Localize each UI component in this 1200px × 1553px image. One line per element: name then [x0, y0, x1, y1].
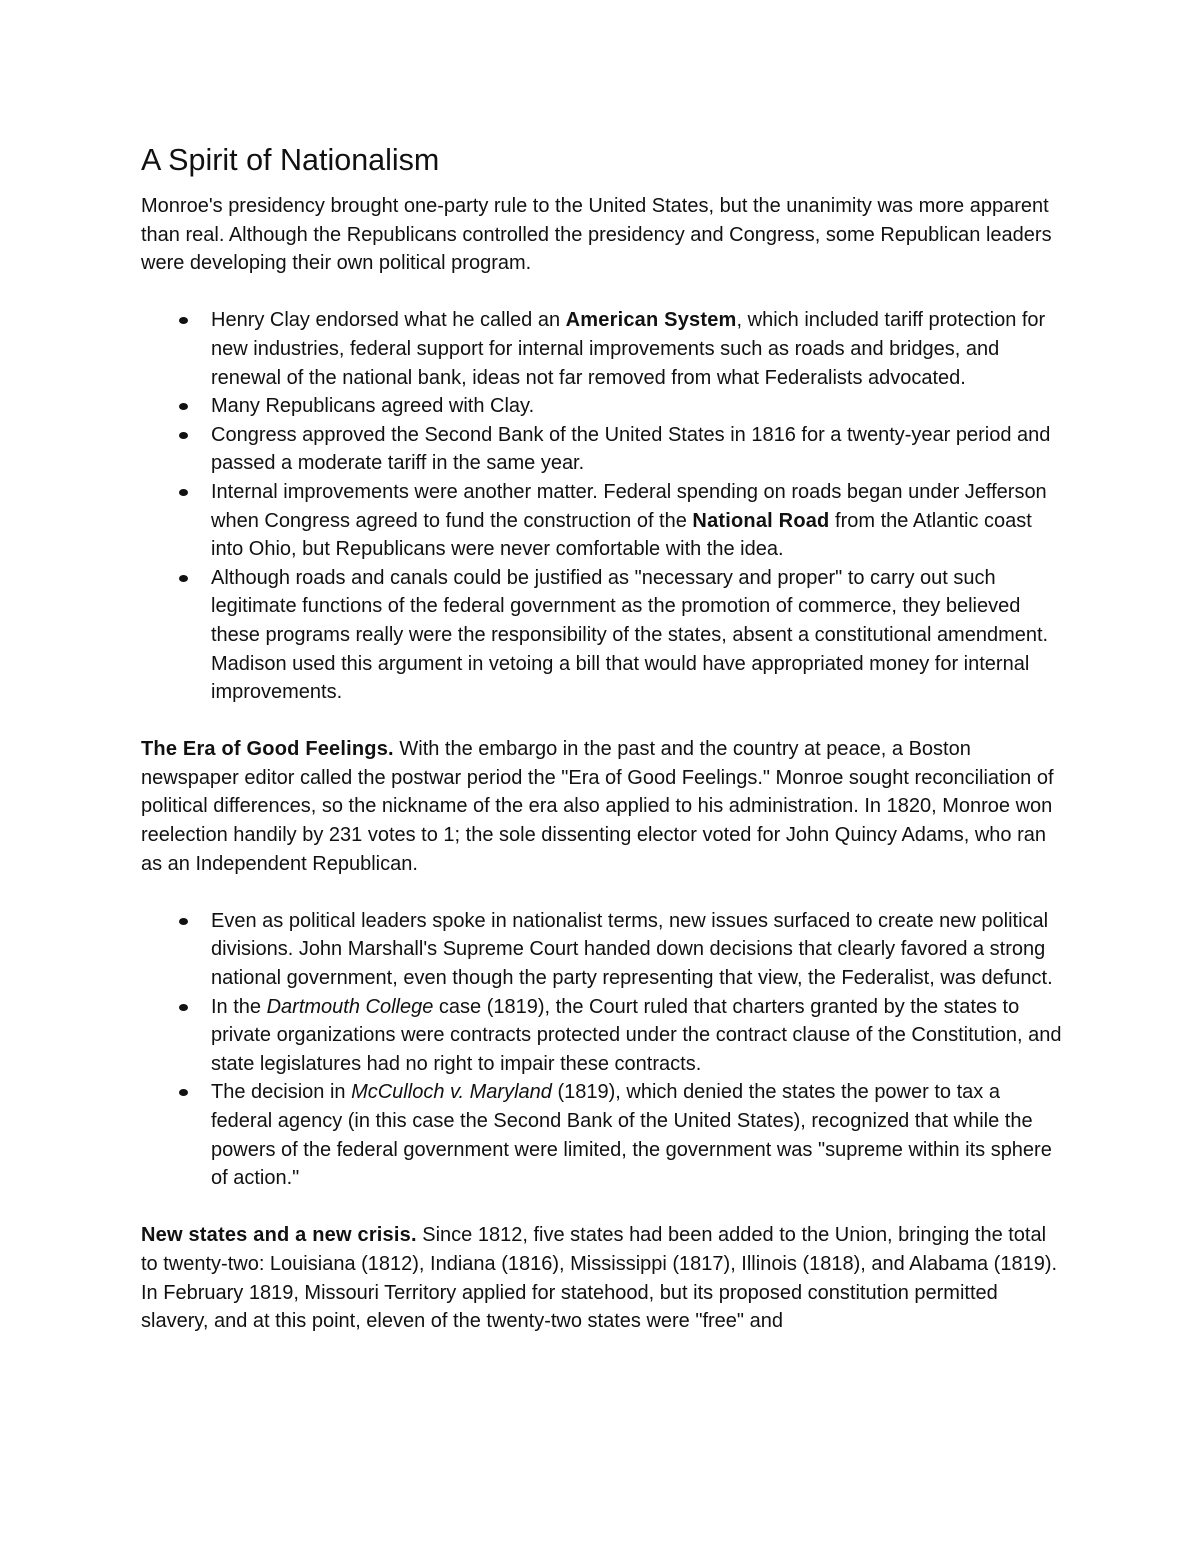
intro-paragraph: Monroe's presidency brought one-party rule to the United States, but the unanimity was more apparent than real. Although the Republicans controlled the presidency and Congress, some Republican leaders were developing their own political program.	[141, 195, 1052, 275]
list-item-text: Many Republicans agreed with Clay.	[211, 395, 535, 418]
list-item-text: case (1819), the Court ruled that charters granted by the states to private organizations were contracts protected under the contract clause of the Constitution, and state legislatures had no right to impair these contracts.	[211, 995, 1062, 1075]
list-item	[141, 478, 1066, 564]
paragraph-text: Since 1812, five states had been added to the Union, bringing the total to twenty-two: Louisiana (1812), Indiana (1816), Mississippi (1817), Illinois (1818), and Alabama (1819). In February 1819, Missouri Territory applied for statehood, but its proposed constitution permitted slavery, and at this point, eleven of the twenty-two states were "free" and	[141, 1224, 1058, 1333]
bullet-icon	[179, 489, 188, 496]
list-item-text: Henry Clay endorsed what he called an	[211, 309, 566, 332]
bullet-icon	[179, 575, 188, 582]
list-item-text: from the Atlantic coast into Ohio, but Republicans were never comfortable with the idea.	[211, 509, 1032, 561]
list-item-text: Even as political leaders spoke in nationalist terms, new issues surfaced to create new political divisions. John Marshall's Supreme Court handed down decisions that clearly favored a strong national government, even though the party representing that view, the Federalist, was defunct.	[211, 909, 1053, 990]
list-item	[141, 392, 1066, 421]
document-page	[141, 140, 1066, 1336]
list-item-text: Internal improvements were another matter. Federal spending on roads began under Jefferson when Congress agreed to fund the construction of the	[211, 480, 1047, 532]
bullet-icon	[179, 317, 188, 324]
bullet-icon	[179, 1004, 188, 1011]
section-heading: New states and a new crisis.	[141, 1224, 417, 1247]
bold-term: American System	[565, 309, 737, 332]
list-item-text: The decision in	[211, 1081, 352, 1104]
list-item-text: Although roads and canals could be justified as "necessary and proper" to carry out such legitimate functions of the federal government as the promotion of commerce, they believed these programs really were the responsibility of the states, absent a constitutional amendment. Madison used this argument in vetoing a bill that would have appropriated money for internal improvements.	[211, 566, 1049, 704]
bold-term: National Road	[692, 509, 830, 532]
paragraph-text: With the embargo in the past and the country at peace, a Boston newspaper editor called the postwar period the "Era of Good Feelings." Monroe sought reconciliation of political differences, so the nickname of the era also applied to his administration. In 1820, Monroe won reelection handily by 231 votes to 1; the sole dissenting elector voted for John Quincy Adams, who ran as an Independent Republican.	[141, 738, 1054, 875]
new-states-paragraph	[141, 1221, 1066, 1335]
bullet-icon	[179, 403, 188, 410]
bullet-list-court-decisions	[141, 907, 1066, 1193]
bullet-icon	[179, 1089, 188, 1096]
section-heading: The Era of Good Feelings.	[141, 738, 394, 761]
list-item	[141, 993, 1066, 1079]
list-item	[141, 421, 1066, 478]
list-item-text: , which included tariff protection for new industries, federal support for internal improvements such as roads and bridges, and renewal of the national bank, ideas not far removed from what Federalists advocated.	[211, 309, 1046, 389]
bullet-icon	[179, 918, 188, 925]
bullet-icon	[179, 432, 188, 439]
era-paragraph	[141, 735, 1066, 878]
case-name: McCulloch v. Maryland	[351, 1081, 552, 1104]
list-item-text: Congress approved the Second Bank of the United States in 1816 for a twenty-year period and passed a moderate tariff in the same year.	[211, 423, 1051, 475]
list-item	[141, 1078, 1066, 1192]
document-title: A Spirit of Nationalism	[141, 143, 440, 177]
bullet-list-american-system	[141, 306, 1066, 706]
list-item	[141, 306, 1066, 392]
list-item	[141, 907, 1066, 993]
case-name: Dartmouth College	[266, 995, 434, 1018]
list-item	[141, 564, 1066, 707]
list-item-text: In the	[211, 995, 267, 1018]
list-item-text: (1819), which denied the states the power to tax a federal agency (in this case the Second Bank of the United States), recognized that while the powers of the federal government were limited, the government was "supreme within its sphere of action."	[211, 1081, 1052, 1190]
